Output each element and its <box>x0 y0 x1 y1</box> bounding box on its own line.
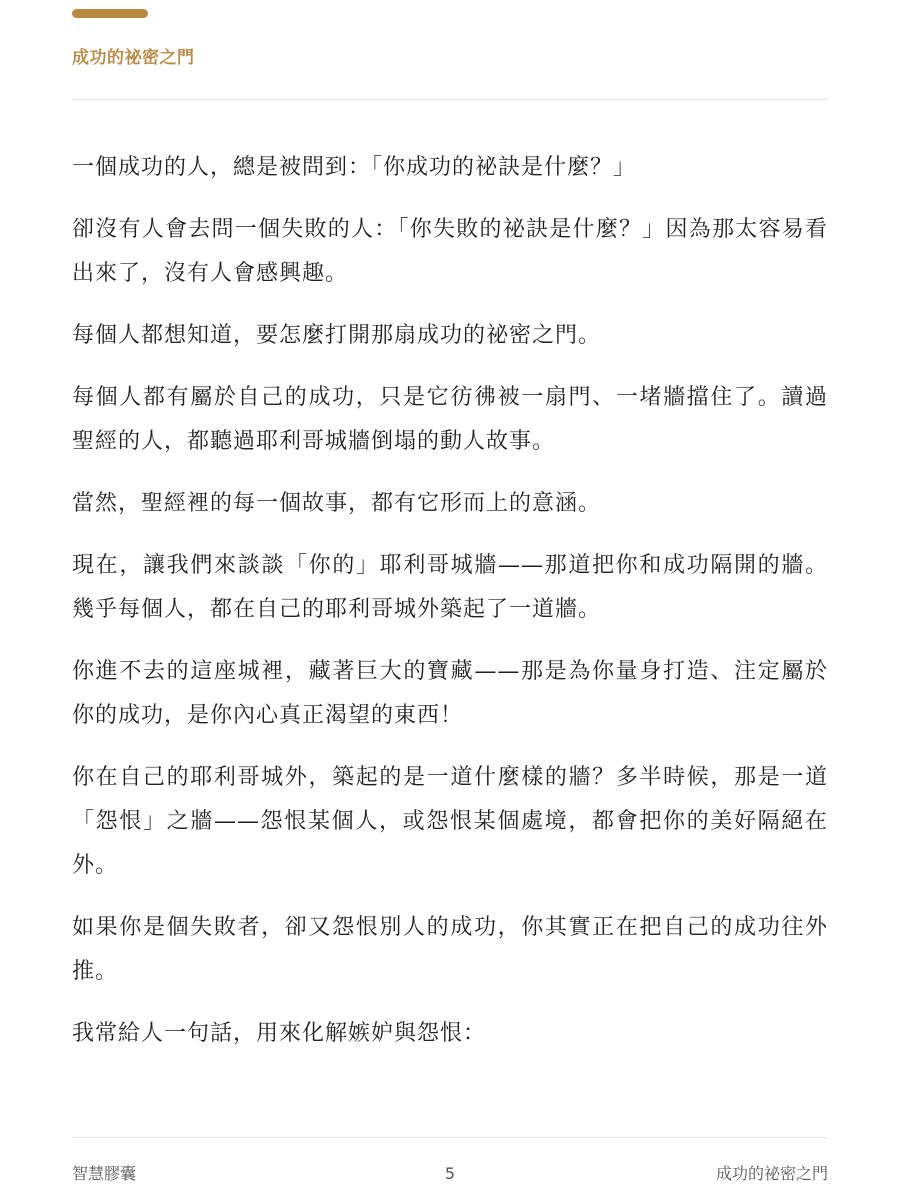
body-text <box>72 146 828 1074</box>
footer-divider <box>72 1137 828 1138</box>
paragraph: 如果你是個失敗者，卻又怨恨別人的成功，你其實正在把自己的成功往外推。 <box>72 915 828 984</box>
header-divider <box>72 99 828 100</box>
footer-chapter-title: 成功的祕密之門 <box>715 1164 828 1183</box>
paragraph: 你在自己的耶利哥城外，築起的是一道什麼樣的牆？多半時候，那是一道「怨恨」之牆——怨恨某個人，或怨恨某個處境，都會把你的美好隔絕在外。 <box>72 765 828 878</box>
paragraph: 一個成功的人，總是被問到：「你成功的祕訣是什麼？」 <box>72 155 637 180</box>
paragraph: 你進不去的這座城裡，藏著巨大的寶藏——那是為你量身打造、注定屬於你的成功，是你內心真正渴望的東西！ <box>72 659 828 728</box>
paragraph: 現在，讓我們來談談「你的」耶利哥城牆——那道把你和成功隔開的牆。幾乎每個人，都在自己的耶利哥城外築起了一道牆。 <box>72 553 828 622</box>
chapter-title: 成功的祕密之門 <box>72 48 195 68</box>
paragraph: 每個人都想知道，要怎麼打開那扇成功的祕密之門。 <box>72 323 602 348</box>
footer-book-title: 智慧膠囊 <box>72 1164 137 1183</box>
accent-bar <box>72 9 148 18</box>
paragraph: 當然，聖經裡的每一個故事，都有它形而上的意涵。 <box>72 491 602 516</box>
paragraph: 每個人都有屬於自己的成功，只是它彷彿被一扇門、一堵牆擋住了。讀過聖經的人，都聽過耶利哥城牆倒塌的動人故事。 <box>72 385 828 454</box>
paragraph: 卻沒有人會去問一個失敗的人：「你失敗的祕訣是什麼？」因為那太容易看出來了，沒有人會感興趣。 <box>72 217 828 286</box>
page-number: 5 <box>444 1164 456 1183</box>
paragraph: 我常給人一句話，用來化解嫉妒與怨恨： <box>72 1021 487 1046</box>
